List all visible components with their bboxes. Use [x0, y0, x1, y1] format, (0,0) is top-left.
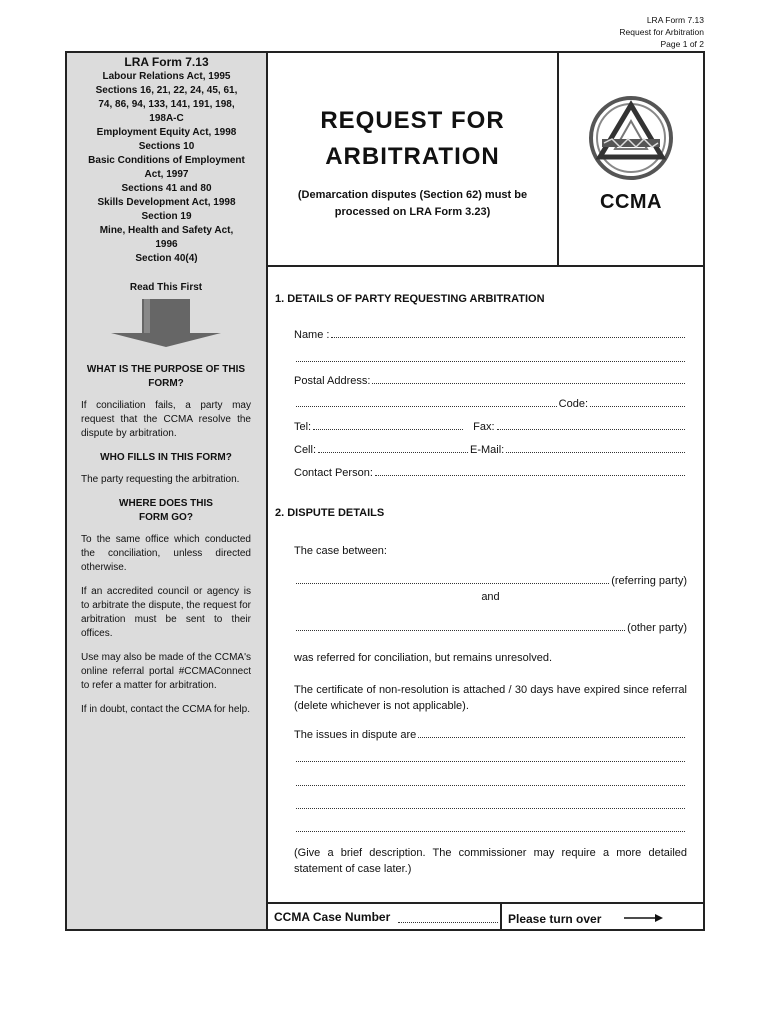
purpose-heading: WHAT IS THE PURPOSE OF THIS FORM? — [86, 364, 246, 389]
section2-heading: 2. DISPUTE DETAILS — [275, 507, 385, 519]
legislation-line: Section 40(4) — [135, 253, 198, 264]
issues-line[interactable] — [294, 823, 687, 832]
legislation-box — [67, 53, 268, 269]
purpose-text: If conciliation fails, a party may request that the CCMA resolve the dispute by arbitration. — [81, 400, 251, 439]
help-text: If in doubt, contact the CCMA for help. — [81, 704, 250, 715]
where-heading — [81, 497, 251, 525]
other-party-field[interactable] — [294, 622, 687, 634]
tel-label: Tel: — [294, 421, 312, 433]
referring-party-field[interactable] — [294, 575, 687, 587]
footer-divider — [500, 904, 502, 931]
brief-description-note: (Give a brief description. The commissioner may require a more detailed statement of case later.) — [294, 847, 687, 875]
postal-code-row[interactable] — [294, 398, 687, 410]
certificate-text: The certificate of non-resolution is attached / 30 days have expired since referral (delete whichever is not applicable). — [294, 684, 687, 712]
legislation-line: Mine, Health and Safety Act, — [99, 225, 234, 236]
tel-fax-row[interactable] — [294, 421, 687, 433]
and-label: and — [481, 591, 500, 603]
code-label: Code: — [558, 398, 588, 410]
name-label: Name : — [294, 329, 330, 341]
where-heading-line: WHERE DOES THIS — [119, 498, 213, 509]
title-line: ARBITRATION — [325, 143, 500, 170]
form-name: Request for Arbitration — [619, 27, 704, 37]
issues-line[interactable] — [294, 777, 687, 786]
postal-label: Postal Address: — [294, 375, 371, 387]
read-first-label: Read This First — [129, 282, 203, 293]
form-content — [268, 267, 703, 929]
where-text: To the same office which conducted the conciliation, unless directed otherwise. — [81, 534, 251, 573]
page-number: Page 1 of 2 — [660, 39, 704, 49]
case-between-label: The case between: — [294, 545, 387, 557]
form-frame — [65, 51, 705, 931]
form-ref: LRA Form 7.13 — [646, 15, 704, 25]
sidebar — [67, 267, 268, 929]
down-arrow-icon — [111, 299, 221, 349]
who-text: The party requesting the arbitration. — [81, 474, 240, 485]
contact-label: Contact Person: — [294, 467, 373, 479]
legislation-line: Sections 41 and 80 — [121, 183, 212, 194]
other-party-label: (other party) — [627, 622, 687, 634]
subtitle-line: processed on LRA Form 3.23) — [334, 206, 491, 218]
subtitle — [268, 187, 557, 221]
fax-label: Fax: — [473, 421, 495, 433]
section1-heading: 1. DETAILS OF PARTY REQUESTING ARBITRATION — [275, 293, 545, 305]
case-number-field[interactable] — [398, 910, 498, 923]
turn-over-label: Please turn over — [508, 912, 602, 926]
page-header-info — [619, 14, 704, 50]
legislation-line: Section 19 — [141, 211, 192, 222]
ccma-logo-icon — [586, 93, 676, 183]
title-box — [268, 53, 559, 267]
contact-person-field[interactable] — [294, 467, 687, 479]
right-arrow-icon — [624, 912, 664, 924]
legislation-line: Sections 16, 21, 22, 24, 45, 61, — [95, 85, 238, 96]
portal-text: Use may also be made of the CCMA's online referral portal #CCMAConnect to refer a matter for arbitration. — [81, 652, 251, 691]
cell-email-row[interactable] — [294, 444, 687, 456]
legislation-line: Labour Relations Act, 1995 — [102, 71, 231, 82]
legislation-form-title: LRA Form 7.13 — [124, 55, 209, 69]
issues-line[interactable] — [294, 753, 687, 762]
name-field[interactable] — [294, 329, 687, 341]
name-field-line2[interactable] — [294, 353, 687, 362]
page-title — [268, 103, 557, 175]
legislation-line: 198A-C — [149, 113, 184, 124]
case-number-label: CCMA Case Number — [274, 910, 391, 924]
legislation-line: Sections 10 — [138, 141, 195, 152]
referring-party-label: (referring party) — [611, 575, 687, 587]
legislation-line: Basic Conditions of Employment — [88, 155, 245, 166]
where-heading-line: FORM GO? — [139, 512, 193, 523]
cell-label: Cell: — [294, 444, 317, 456]
postal-address-field[interactable] — [294, 375, 687, 387]
footer-row — [268, 902, 703, 931]
legislation-line: Act, 1997 — [144, 169, 189, 180]
legislation-line: 1996 — [155, 239, 178, 250]
issues-label: The issues in dispute are — [294, 729, 417, 741]
legislation-line: 74, 86, 94, 133, 141, 191, 198, — [98, 99, 235, 110]
who-heading: WHO FILLS IN THIS FORM? — [100, 452, 232, 463]
legislation-line: Skills Development Act, 1998 — [97, 197, 236, 208]
legislation-line: Employment Equity Act, 1998 — [96, 127, 237, 138]
title-line: REQUEST FOR — [320, 107, 505, 134]
logo-text: CCMA — [600, 191, 662, 213]
subtitle-line: (Demarcation disputes (Section 62) must be — [297, 189, 528, 201]
email-label: E-Mail: — [470, 444, 505, 456]
issues-line[interactable] — [294, 800, 687, 809]
council-text: If an accredited council or agency is to arbitrate the dispute, the request for arbitration must be sent to their offices. — [81, 586, 251, 639]
issues-field[interactable] — [294, 729, 687, 741]
referred-text: was referred for conciliation, but remains unresolved. — [294, 652, 553, 664]
logo-box — [559, 53, 703, 267]
